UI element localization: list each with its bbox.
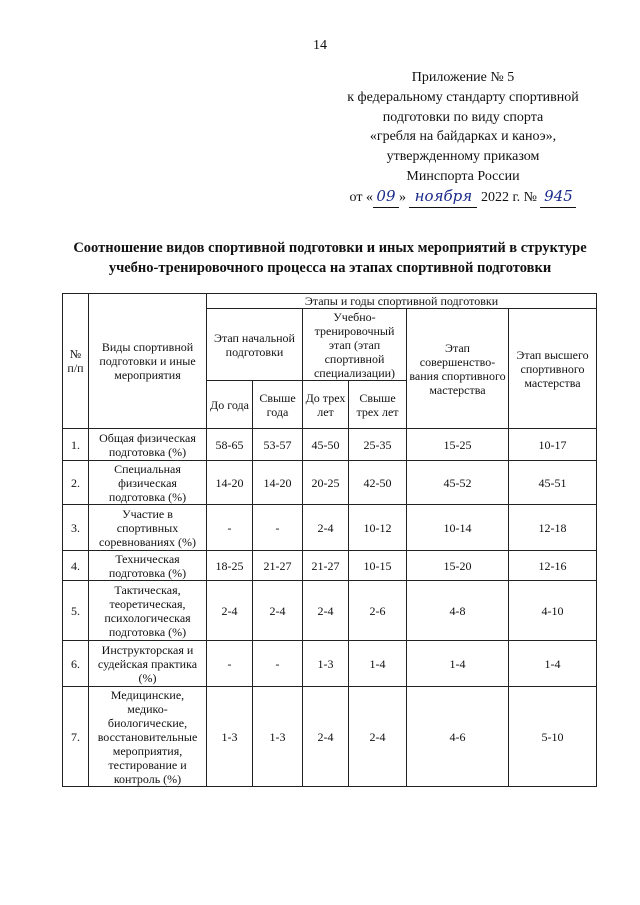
table-row — [63, 581, 597, 641]
value-cell: - — [253, 505, 303, 551]
order-number-handwritten: 945 — [540, 187, 576, 208]
row-name: Техническая подготовка (%) — [89, 551, 207, 581]
value-cell: 15-25 — [407, 429, 509, 461]
header-improvement-stage: Этап совершенство-вания спортивного мастерства — [407, 309, 509, 429]
value-cell: 1-3 — [207, 687, 253, 787]
order-day-handwritten: 09 — [373, 187, 399, 208]
row-name: Специальная физическая подготовка (%) — [89, 461, 207, 505]
value-cell: 10-15 — [349, 551, 407, 581]
training-ratio-table — [62, 293, 597, 787]
row-name: Медицинские, медико-биологические, восстановительные мероприятия, тестирование и контроль (%) — [89, 687, 207, 787]
header-stages-group: Этапы и годы спортивной подготовки — [207, 294, 597, 309]
order-year: 2022 г. № — [480, 189, 537, 205]
value-cell: 14-20 — [207, 461, 253, 505]
header-training-upto: До трех лет — [303, 381, 349, 429]
value-cell: 45-52 — [407, 461, 509, 505]
row-num: 2. — [63, 461, 89, 505]
value-cell: 2-4 — [303, 581, 349, 641]
page-number: 14 — [313, 38, 327, 53]
table-row — [63, 505, 597, 551]
value-cell: 14-20 — [253, 461, 303, 505]
header-higher-stage: Этап высшего спортивного мастерства — [509, 309, 597, 429]
value-cell: 10-17 — [509, 429, 597, 461]
date-prefix: от « — [349, 189, 373, 205]
value-cell: 20-25 — [303, 461, 349, 505]
order-month-handwritten: ноября — [409, 187, 477, 208]
row-name: Тактическая, теоретическая, психологическая подготовка (%) — [89, 581, 207, 641]
header-types: Виды спортивной подготовки и иные мероприятия — [89, 294, 207, 429]
document-title — [50, 238, 610, 278]
value-cell: 21-27 — [253, 551, 303, 581]
title-line-1: Соотношение видов спортивной подготовки и иных мероприятий в структуре — [73, 240, 587, 256]
header-initial-upto: До года — [207, 381, 253, 429]
value-cell: 53-57 — [253, 429, 303, 461]
value-cell: 21-27 — [303, 551, 349, 581]
value-cell: 2-4 — [303, 505, 349, 551]
order-date-line — [330, 187, 596, 208]
row-name: Инструкторская и судейская практика (%) — [89, 641, 207, 687]
row-num: 4. — [63, 551, 89, 581]
value-cell: 10-14 — [407, 505, 509, 551]
value-cell: 4-8 — [407, 581, 509, 641]
value-cell: 45-51 — [509, 461, 597, 505]
row-num: 7. — [63, 687, 89, 787]
table-row — [63, 641, 597, 687]
row-num: 5. — [63, 581, 89, 641]
table-row — [63, 461, 597, 505]
value-cell: 2-4 — [253, 581, 303, 641]
table-row — [63, 687, 597, 787]
value-cell: 1-4 — [509, 641, 597, 687]
value-cell: 25-35 — [349, 429, 407, 461]
row-num: 6. — [63, 641, 89, 687]
appendix-line: к федеральному стандарту спортивной — [347, 89, 579, 105]
value-cell: 4-10 — [509, 581, 597, 641]
header-training-over: Свыше трех лет — [349, 381, 407, 429]
value-cell: - — [207, 641, 253, 687]
value-cell: 12-16 — [509, 551, 597, 581]
value-cell: 1-3 — [253, 687, 303, 787]
header-training-stage: Учебно-тренировочный этап (этап спортивной специализации) — [303, 309, 407, 381]
value-cell: 42-50 — [349, 461, 407, 505]
value-cell: 2-4 — [349, 687, 407, 787]
value-cell: - — [253, 641, 303, 687]
value-cell: 2-4 — [303, 687, 349, 787]
title-line-2: учебно-тренировочного процесса на этапах спортивной подготовки — [108, 260, 552, 276]
value-cell: 45-50 — [303, 429, 349, 461]
appendix-line: подготовки по виду спорта — [382, 109, 544, 125]
value-cell: 18-25 — [207, 551, 253, 581]
value-cell: 10-12 — [349, 505, 407, 551]
quote-close: » — [398, 189, 406, 205]
value-cell: 5-10 — [509, 687, 597, 787]
value-cell: 1-3 — [303, 641, 349, 687]
appendix-line: «гребля на байдарках и каноэ», — [369, 129, 557, 145]
appendix-line: Минспорта России — [406, 168, 520, 184]
table-row — [63, 551, 597, 581]
value-cell: 2-4 — [207, 581, 253, 641]
appendix-line: утвержденному приказом — [386, 149, 540, 165]
row-num: 1. — [63, 429, 89, 461]
value-cell: 15-20 — [407, 551, 509, 581]
value-cell: 12-18 — [509, 505, 597, 551]
row-name: Общая физическая подготовка (%) — [89, 429, 207, 461]
table-row — [63, 429, 597, 461]
value-cell: 58-65 — [207, 429, 253, 461]
value-cell: 1-4 — [349, 641, 407, 687]
header-num: № п/п — [63, 294, 89, 429]
value-cell: 2-6 — [349, 581, 407, 641]
row-name: Участие в спортивных соревнованиях (%) — [89, 505, 207, 551]
appendix-line: Приложение № 5 — [411, 70, 515, 85]
appendix-block — [330, 68, 596, 208]
header-initial-over: Свыше года — [253, 381, 303, 429]
value-cell: 1-4 — [407, 641, 509, 687]
value-cell: 4-6 — [407, 687, 509, 787]
row-num: 3. — [63, 505, 89, 551]
header-initial-stage: Этап начальной подготовки — [207, 309, 303, 381]
value-cell: - — [207, 505, 253, 551]
